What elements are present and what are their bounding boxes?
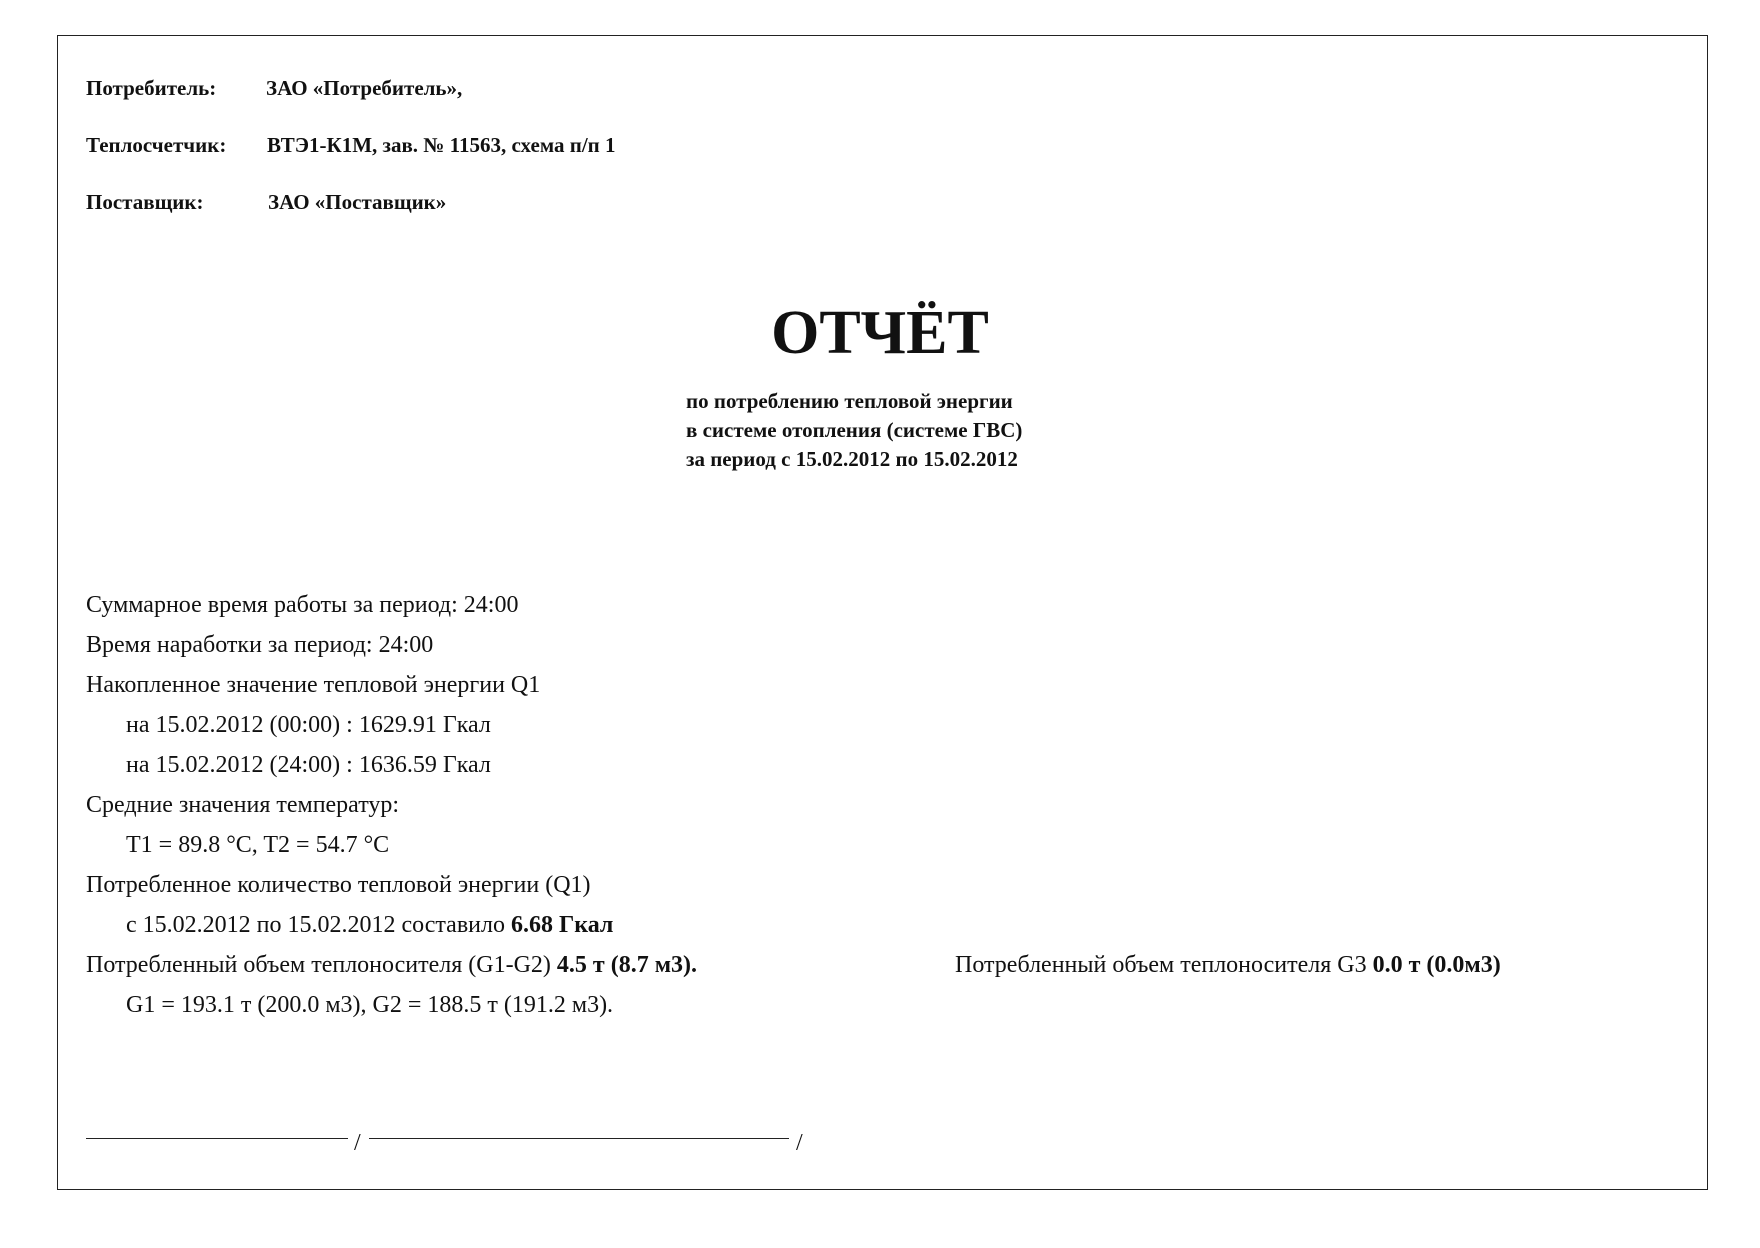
total-time-line: Суммарное время работы за период: 24:00 bbox=[86, 592, 519, 618]
subtitle-line-1: по потреблению тепловой энергии bbox=[686, 389, 1013, 413]
subtitle-line-2: в системе отопления (системе ГВС) bbox=[686, 418, 1023, 442]
g-values-line: G1 = 193.1 т (200.0 м3), G2 = 188.5 т (191.2 м3). bbox=[126, 992, 614, 1018]
temp-heading: Средние значения температур: bbox=[86, 792, 400, 818]
volume-line bbox=[86, 953, 697, 977]
signature-line-1 bbox=[86, 1138, 348, 1139]
consumed-text: с 15.02.2012 по 15.02.2012 составило bbox=[126, 912, 511, 938]
signature-slash-1: / bbox=[354, 1130, 361, 1156]
consumer-value: ЗАО «Потребитель», bbox=[266, 76, 463, 100]
signature-slash-2: / bbox=[796, 1130, 803, 1156]
accum-end-line: на 15.02.2012 (24:00) : 1636.59 Гкал bbox=[126, 752, 491, 778]
temp-values-line: T1 = 89.8 °C, T2 = 54.7 °C bbox=[126, 832, 390, 858]
consumer-row bbox=[86, 76, 463, 101]
consumed-heading: Потребленное количество тепловой энергии (Q1) bbox=[86, 872, 591, 898]
report-title: ОТЧЁТ bbox=[771, 299, 989, 367]
subtitle-line-3: за период с 15.02.2012 по 15.02.2012 bbox=[686, 447, 1018, 471]
g3-line bbox=[955, 953, 1501, 977]
run-time-line: Время наработки за период: 24:00 bbox=[86, 632, 434, 658]
g3-value: 0.0 т (0.0м3) bbox=[1372, 952, 1501, 978]
g3-text: Потребленный объем теплоносителя G3 bbox=[955, 952, 1373, 978]
supplier-row bbox=[86, 190, 447, 215]
accum-heading: Накопленное значение тепловой энергии Q1 bbox=[86, 672, 541, 698]
meter-value: ВТЭ1-К1М, зав. № 11563, схема п/п 1 bbox=[267, 133, 616, 157]
volume-text: Потребленный объем теплоносителя (G1-G2) bbox=[86, 952, 557, 978]
meter-row bbox=[86, 133, 616, 158]
signature-line-2 bbox=[369, 1138, 789, 1139]
volume-value: 4.5 т (8.7 м3). bbox=[556, 952, 698, 978]
supplier-label: Поставщик: bbox=[86, 190, 204, 214]
consumer-label: Потребитель: bbox=[86, 76, 217, 100]
consumed-value: 6.68 Гкал bbox=[510, 912, 614, 938]
accum-start-line: на 15.02.2012 (00:00) : 1629.91 Гкал bbox=[126, 712, 491, 738]
consumed-line bbox=[126, 913, 613, 937]
report-subtitle bbox=[686, 387, 1022, 474]
supplier-value: ЗАО «Поставщик» bbox=[268, 190, 447, 214]
meter-label: Теплосчетчик: bbox=[86, 133, 227, 157]
